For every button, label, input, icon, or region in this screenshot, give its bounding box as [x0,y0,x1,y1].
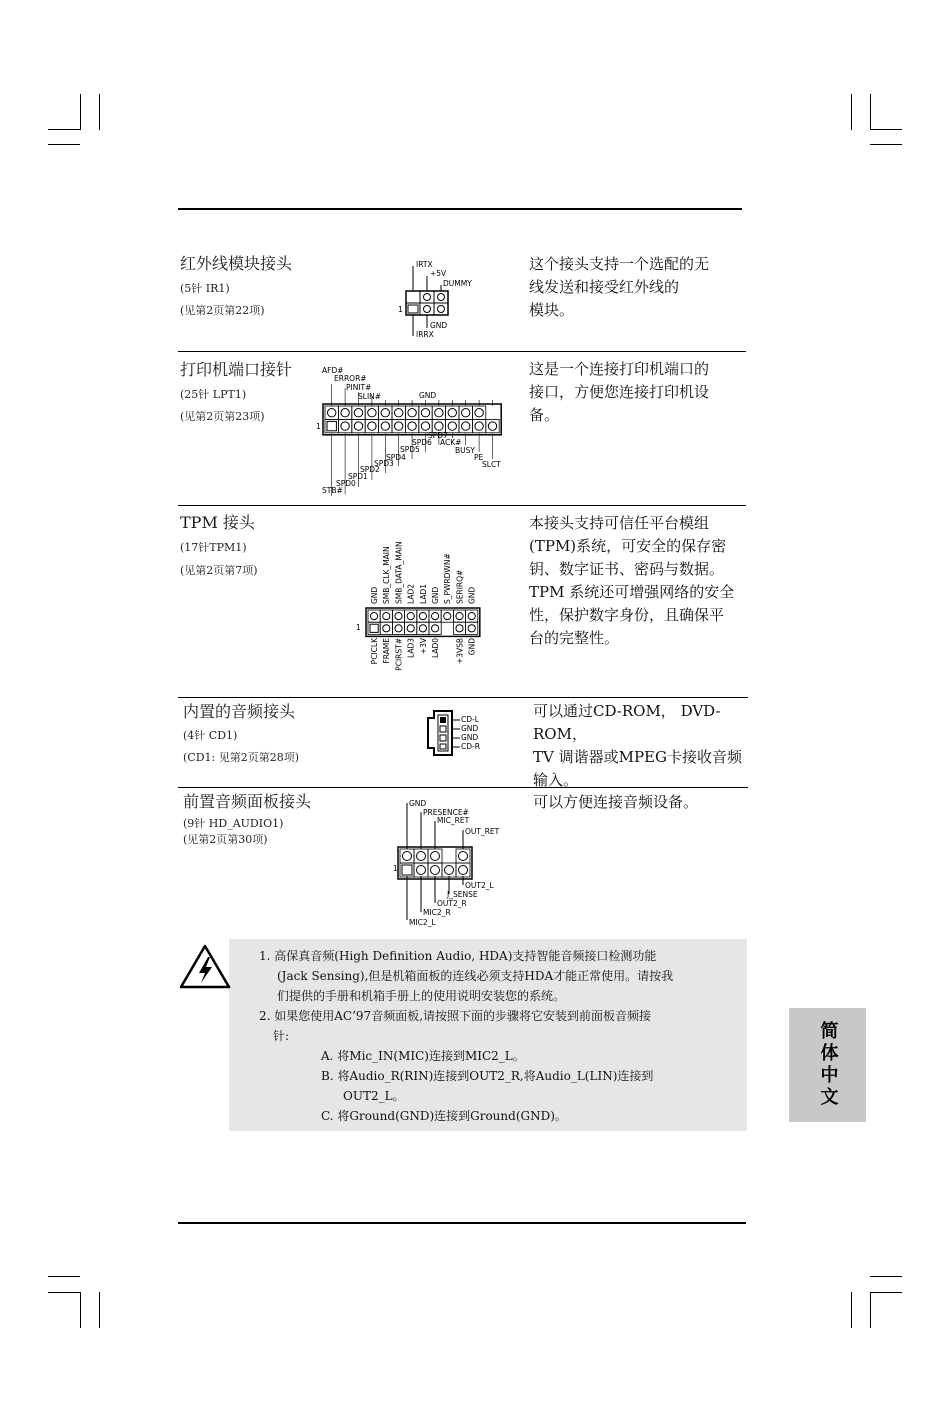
pin-label: SMB_CLK_MAIN [382,546,392,604]
cd-header-diagram [424,708,494,758]
pin-cell [380,622,392,634]
section-title: 打印机端口接针 [180,360,293,379]
pin-label: GND [431,586,440,604]
pin-number: 1 [356,623,361,632]
pin-label: OUT_RET [465,827,500,836]
pin-cell [368,610,380,622]
pin-circle [407,625,414,632]
pin-count: (9针 HD_AUDIO1) [183,817,284,830]
pin-label: MIC2_L [409,918,436,927]
description-line: 本接头支持可信任平台模组 [529,514,710,532]
pin-circle [462,422,470,430]
description-line: 钥、数字证书、密码与数据。 [529,560,725,578]
pin-label: MIC_RET [437,816,470,825]
pin-label: +3VSB [455,638,465,665]
pin-label: SPD2 [360,465,380,474]
pin-circle [456,625,463,632]
pin-label: SPD0 [336,479,356,488]
description-line: 这是一个连接打印机端口的 [529,360,710,378]
pin-circle [381,422,389,430]
section-title: 红外线模块接头 [180,254,293,273]
pin-label: IRRX [416,330,434,339]
pin-circle [459,852,468,861]
pin-number: 1 [316,422,321,431]
pin-cell [380,610,392,622]
pin-label: GND [430,321,448,330]
pin-circle [456,613,463,620]
note-box [229,939,747,1131]
pin-label: +5V [430,269,447,278]
pin-circle [419,625,426,632]
lpt-header-diagram [316,366,502,496]
pin-label: GND [461,733,479,742]
front-audio-header-diagram [390,797,500,933]
section-description [529,358,749,427]
description-line: 线发送和接受红外线的 [529,278,680,296]
pin-count: (17针TPM1) [180,541,247,554]
pin-count: (25针 LPT1) [180,388,247,401]
pin-label: SMB_DATA_MAIN [394,541,404,604]
section-title: 前置音频面板接头 [183,792,312,811]
crop-mark [80,1292,81,1328]
section-description [529,512,751,650]
description-line: 备。 [529,406,560,424]
pin-circle [395,409,403,417]
crop-mark [870,1292,902,1293]
pin-circle [417,852,426,861]
crop-mark [48,1276,80,1277]
crop-mark [870,1276,902,1277]
page-reference: (见第2页第23项) [180,410,265,423]
pin-label: SLIN# [358,392,382,401]
pin-cell [466,610,478,622]
pin-cell [417,610,429,622]
pin-label: LAD2 [406,583,416,604]
pin-circle [408,422,416,430]
pin-circle [435,409,443,417]
pin-label: +3V [418,638,428,655]
pin-label: SLCT [482,460,501,469]
description-line: 模块。 [529,301,575,319]
pin-label: SPD7 [428,431,448,440]
section-description [529,253,749,322]
pin-label: DUMMY [443,279,472,288]
pin-circle [368,409,376,417]
description-line: 台的完整性。 [529,629,620,647]
pin-cell [453,610,465,622]
pin-cell [466,622,478,634]
pin-label: SERIRQ# [455,569,465,604]
pin-label: J_SENSE [447,890,478,899]
description-line: 性，保护数字身份，且确保平 [529,606,725,624]
pin-circle [448,409,456,417]
pin-circle [341,409,349,417]
crop-mark [851,94,852,130]
pin-circle [468,625,475,632]
header-rule [178,208,742,210]
description-line: (TPM)系统，可安全的保存密 [529,537,727,555]
pin-circle [432,625,439,632]
pin-circle [383,625,390,632]
page-reference: (见第2页第30项) [183,833,268,846]
warning-icon [179,943,231,991]
pin-circle [432,613,439,620]
pin-label: LAD3 [406,638,416,659]
pin-label: ERROR# [334,374,367,383]
pin-circle [475,422,483,430]
pin-circle [341,422,349,430]
ir-header-diagram [392,258,492,340]
pin-label: PCIRST# [394,638,404,671]
pin-label: SPD1 [348,472,368,481]
pin-label: PCICLK [370,638,379,665]
tpm-header-diagram [354,520,494,688]
page-reference: (见第2页第22项) [180,304,265,317]
pin-circle [445,866,454,875]
pin-circle [462,409,470,417]
note-line: C. 将Ground(GND)连接到Ground(GND)。 [321,1109,567,1123]
description-line: 输入。 [533,771,579,789]
section-description [533,700,755,792]
pin-cell [441,610,453,622]
pin-label: PRESENCE# [423,808,469,817]
pin-circle [435,422,443,430]
pin-circle [381,409,389,417]
pin-number: 1 [393,864,398,873]
pin-circle [488,422,496,430]
section-title: 内置的音频接头 [183,702,296,721]
pin-label: PINIT# [346,383,372,392]
pin-label: MIC2_R [423,908,451,917]
pin-label: STB# [322,486,343,495]
pin-label: LAD1 [418,583,428,604]
pin-label: LAD0 [431,638,440,659]
pin-label: FRAME [382,638,392,664]
pin-label: GND [461,724,479,733]
pin-label: S_PWRDWN# [443,553,453,604]
page-reference: (见第2页第7项) [180,564,258,577]
footer-rule [178,1222,746,1224]
pin-circle [403,852,412,861]
pin-circle [431,852,440,861]
section-title: TPM 接头 [180,513,255,532]
pin-label: GND [467,586,477,604]
crop-mark [48,144,80,145]
language-side-tab [789,1008,866,1122]
section-divider [178,351,746,352]
pin-label: IRTX [416,260,433,269]
pin-label: BUSY [455,446,475,455]
pin-1-square [327,421,336,430]
pin-cell [405,610,417,622]
crop-mark [99,94,100,130]
pin-cell [417,622,429,634]
crop-mark [48,129,80,130]
note-line: 2. 如果您使用AC’97音频面板,请按照下面的步骤将它安装到前面板音频接 [259,1009,652,1023]
crop-mark [48,1292,80,1293]
pin-label: GND [419,391,437,400]
pin-circle [328,409,336,417]
note-line: B. 将Audio_R(RIN)连接到OUT2_R,将Audio_L(LIN)连接到 [321,1069,654,1083]
pin-label: SPD3 [374,459,394,468]
crop-mark [80,94,81,130]
note-line: A. 将Mic_IN(MIC)连接到MIC2_L。 [321,1049,525,1063]
pin-circle [407,613,414,620]
page-reference: (CD1: 见第2页第28项) [183,751,300,764]
pin-cell [429,622,441,634]
pin-circle [371,613,378,620]
pin-label: CD-L [461,715,479,724]
pin-1-square [402,865,412,875]
pin-cell [429,610,441,622]
note-line: 们提供的手册和机箱手册上的使用说明安装您的系统。 [277,989,566,1003]
pin-circle [383,613,390,620]
section-description [533,791,755,814]
pin-cell [405,622,417,634]
pin-circle [395,422,403,430]
side-tab-label: 简体中文 [817,1021,839,1109]
pin-circle [417,866,426,875]
pin-label: GND [370,586,379,604]
pin-count: (4针 CD1) [183,729,238,742]
section-divider [178,505,746,506]
crop-mark [870,129,902,130]
pin-circle [431,866,440,875]
pin-circle [395,625,402,632]
description-line: TPM 系统还可增强网络的安全 [529,583,735,601]
crop-mark [851,1292,852,1328]
description-line: TV 调谐器或MPEG卡接收音频 [533,748,742,766]
pin-cell [392,622,404,634]
pin-circle [419,613,426,620]
note-line: (Jack Sensing),但是机箱面板的连线必须支持HDA才能正常使用。请按我 [277,969,674,983]
crop-mark [99,1292,100,1328]
pin-circle [368,422,376,430]
description-line: 这个接头支持一个选配的无 [529,255,710,273]
pin-circle [408,409,416,417]
section-divider [178,697,748,698]
pin-circle [475,409,483,417]
pin-label: SPD5 [400,445,420,454]
pin-circle [421,422,429,430]
pin-circle [444,613,451,620]
pin-label: GND [409,799,427,808]
pin-circle [421,409,429,417]
pin-cell [392,610,404,622]
description-line: 可以通过CD-ROM， DVD-ROM， [533,702,721,743]
pin-label: GND [467,638,477,656]
pin-circle [448,422,456,430]
pin-circle [354,422,362,430]
pin-1-square [370,624,378,632]
pin-circle [459,866,468,875]
note-line: 针: [273,1029,290,1043]
pin-label: OUT2_R [437,899,467,908]
pin-circle [395,613,402,620]
pin-label: SPD6 [412,438,432,447]
pin-label: CD-R [461,742,480,751]
pin-cell [453,622,465,634]
description-line: 接口，方便您连接打印机设 [529,383,710,401]
crop-mark [870,94,871,130]
pin-label: SPD4 [386,453,406,462]
pin-label: ACK# [440,438,462,447]
note-line: 1. 高保真音频(High Definition Audio, HDA)支持智能音频接口检测功能 [259,949,657,963]
pin-label: AFD# [322,366,344,375]
pin-circle [354,409,362,417]
crop-mark [870,1292,871,1328]
note-line: OUT2_L。 [343,1089,405,1103]
pin-circle [468,613,475,620]
description-line: 可以方便连接音频设备。 [533,793,699,811]
crop-mark [870,144,902,145]
pin-count: (5针 IR1) [180,282,230,295]
pin-label: OUT2_L [465,881,494,890]
pin-number: 1 [398,305,403,314]
pin-label: PE [474,453,484,462]
